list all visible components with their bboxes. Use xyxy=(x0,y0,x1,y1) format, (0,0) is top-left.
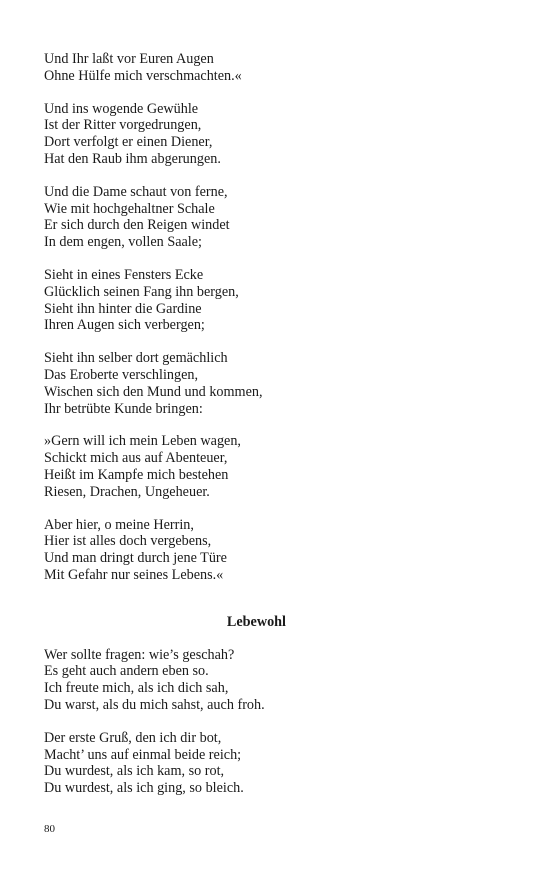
verse-line: Du wurdest, als ich ging, so bleich. xyxy=(44,780,244,797)
verse-line: Ohne Hülfe mich verschmachten.« xyxy=(44,67,242,84)
verse-line: Wer sollte fragen: wie’s geschah? xyxy=(44,646,235,663)
verse-line: In dem engen, vollen Saale; xyxy=(44,234,202,251)
stanza xyxy=(44,267,494,334)
stanza xyxy=(44,730,494,797)
verse-line: Mit Gefahr nur seines Lebens.« xyxy=(44,566,224,583)
stanza xyxy=(44,350,494,417)
verse-line: Sieht ihn selber dort gemächlich xyxy=(44,350,228,367)
verse-line: Wischen sich den Mund und kommen, xyxy=(44,383,263,400)
verse-line: Ihren Augen sich verbergen; xyxy=(44,317,205,334)
verse-line: Schickt mich aus auf Abenteuer, xyxy=(44,450,228,467)
page-number: 80 xyxy=(44,823,55,835)
page-content xyxy=(44,51,494,813)
verse-line: Du wurdest, als ich kam, so rot, xyxy=(44,763,225,780)
stanza xyxy=(44,184,494,251)
poem-continuation xyxy=(44,51,494,584)
verse-line: Ist der Ritter vorgedrungen, xyxy=(44,117,202,134)
poem-lebewohl xyxy=(44,647,494,797)
verse-line: Wie mit hochgehaltner Schale xyxy=(44,200,215,217)
verse-line: Hat den Raub ihm abgerungen. xyxy=(44,150,221,167)
poem-title: Lebewohl xyxy=(226,613,286,630)
verse-line: Das Eroberte verschlingen, xyxy=(44,366,199,383)
verse-line: Es geht auch andern eben so. xyxy=(44,663,209,680)
verse-line: »Gern will ich mein Leben wagen, xyxy=(44,433,241,450)
verse-line: Und Ihr laßt vor Euren Augen xyxy=(44,51,214,67)
stanza xyxy=(44,517,494,584)
verse-line: Und man dringt durch jene Türe xyxy=(44,550,227,567)
verse-line: Sieht ihn hinter die Gardine xyxy=(44,300,202,317)
verse-line: Aber hier, o meine Herrin, xyxy=(44,516,194,533)
stanza xyxy=(44,433,494,500)
verse-line: Und ins wogende Gewühle xyxy=(44,100,199,117)
verse-line: Der erste Gruß, den ich dir bot, xyxy=(44,729,222,746)
verse-line: Dort verfolgt er einen Diener, xyxy=(44,134,213,151)
verse-line: Hier ist alles doch vergebens, xyxy=(44,533,212,550)
verse-line: Du warst, als du mich sahst, auch froh. xyxy=(44,696,265,713)
verse-line: Riesen, Drachen, Ungeheuer. xyxy=(44,483,210,500)
verse-line: Ich freute mich, als ich dich sah, xyxy=(44,680,229,697)
verse-line: Macht’ uns auf einmal beide reich; xyxy=(44,746,242,763)
verse-line: Heißt im Kampfe mich bestehen xyxy=(44,466,229,483)
verse-line: Glücklich seinen Fang ihn bergen, xyxy=(44,283,239,300)
stanza xyxy=(44,647,494,714)
verse-line: Und die Dame schaut von ferne, xyxy=(44,183,228,200)
verse-line: Ihr betrübte Kunde bringen: xyxy=(44,400,203,417)
stanza xyxy=(44,51,494,85)
stanza xyxy=(44,101,494,168)
verse-line: Er sich durch den Reigen windet xyxy=(44,217,230,234)
verse-line: Sieht in eines Fensters Ecke xyxy=(44,266,204,283)
